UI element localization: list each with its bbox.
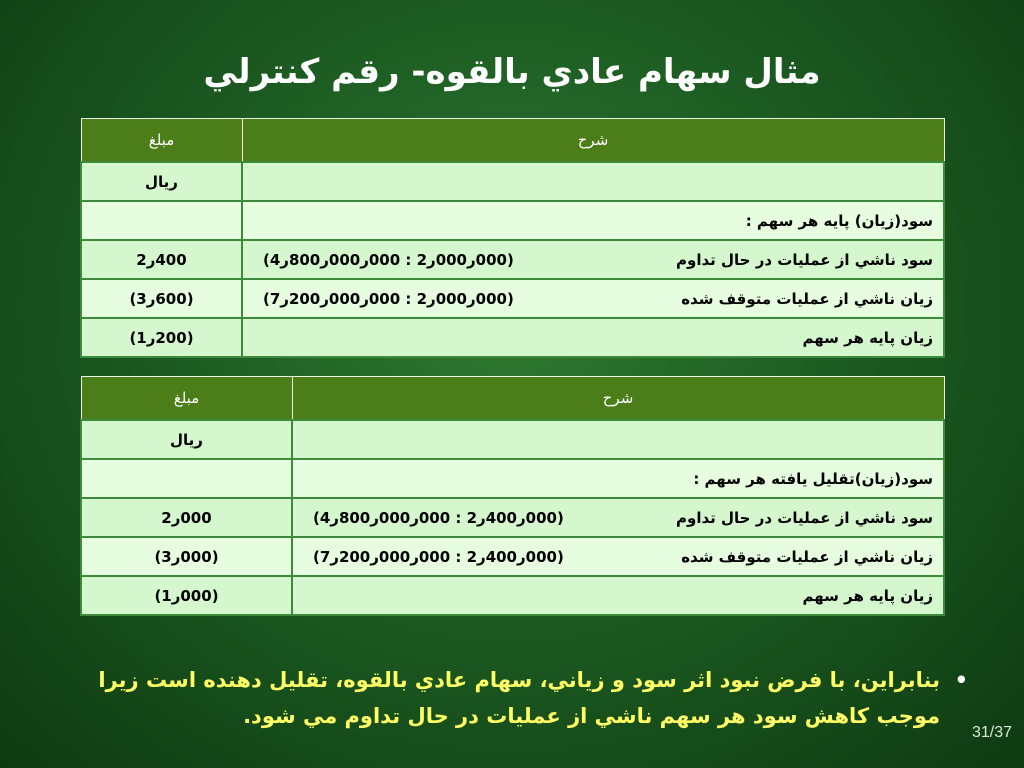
table-header-row [81, 119, 944, 163]
table-row [81, 498, 944, 537]
row-amount: ريال [81, 420, 292, 459]
table-row [81, 576, 944, 615]
table-row [81, 459, 944, 498]
slide-title: مثال سهام عادي بالقوه- رقم كنترلي [203, 52, 821, 92]
conclusion-bullet [90, 662, 968, 734]
row-desc: سود(زيان)تقليل يافته هر سهم : [292, 459, 944, 498]
row-desc: سود(زيان) پايه هر سهم : [242, 201, 944, 240]
basic-eps-table [80, 118, 945, 358]
row-desc [292, 420, 944, 459]
page-number: 31/37 [971, 724, 1012, 741]
row-desc: زيان ناشي از عمليات متوقف شده (000ر400ر2 : 000ر000ر200ر7) [292, 537, 944, 576]
row-amount [81, 201, 242, 240]
diluted-eps-table [80, 376, 945, 616]
row-amount: (000ر3) [81, 537, 292, 576]
desc-header: شرح [242, 119, 944, 163]
table-row [81, 201, 944, 240]
table-row [81, 240, 944, 279]
row-desc: سود ناشي از عمليات در حال تداوم (000ر400ر2 : 000ر000ر800ر4) [292, 498, 944, 537]
row-amount: (000ر1) [81, 576, 292, 615]
row-desc: سود ناشي از عمليات در حال تداوم (000ر000ر2 : 000ر000ر800ر4) [242, 240, 944, 279]
bullet-text: بنابراين، با فرض نبود اثر سود و زياني، سهام عادي بالقوه، تقليل دهنده است زيرا موجب كاهش سود هر سهم ناشي از عمليات در حال تداوم مي شود. [98, 668, 940, 728]
table-row [81, 279, 944, 318]
table-header-row [81, 377, 944, 421]
row-desc: زيان پايه هر سهم [242, 318, 944, 357]
row-desc: زيان ناشي از عمليات متوقف شده (000ر000ر2 : 000ر000ر200ر7) [242, 279, 944, 318]
row-amount: (600ر3) [81, 279, 242, 318]
row-amount: 000ر2 [81, 498, 292, 537]
row-desc [242, 162, 944, 201]
desc-header: شرح [292, 377, 944, 421]
bullet-marker: • [954, 668, 968, 692]
row-desc: زيان پايه هر سهم [292, 576, 944, 615]
table-row [81, 420, 944, 459]
row-amount: ريال [81, 162, 242, 201]
row-amount: (200ر1) [81, 318, 242, 357]
amount-header: مبلغ [81, 119, 242, 163]
row-amount: 400ر2 [81, 240, 242, 279]
table-row [81, 537, 944, 576]
row-amount [81, 459, 292, 498]
table-row [81, 162, 944, 201]
table-row [81, 318, 944, 357]
amount-header: مبلغ [81, 377, 292, 421]
